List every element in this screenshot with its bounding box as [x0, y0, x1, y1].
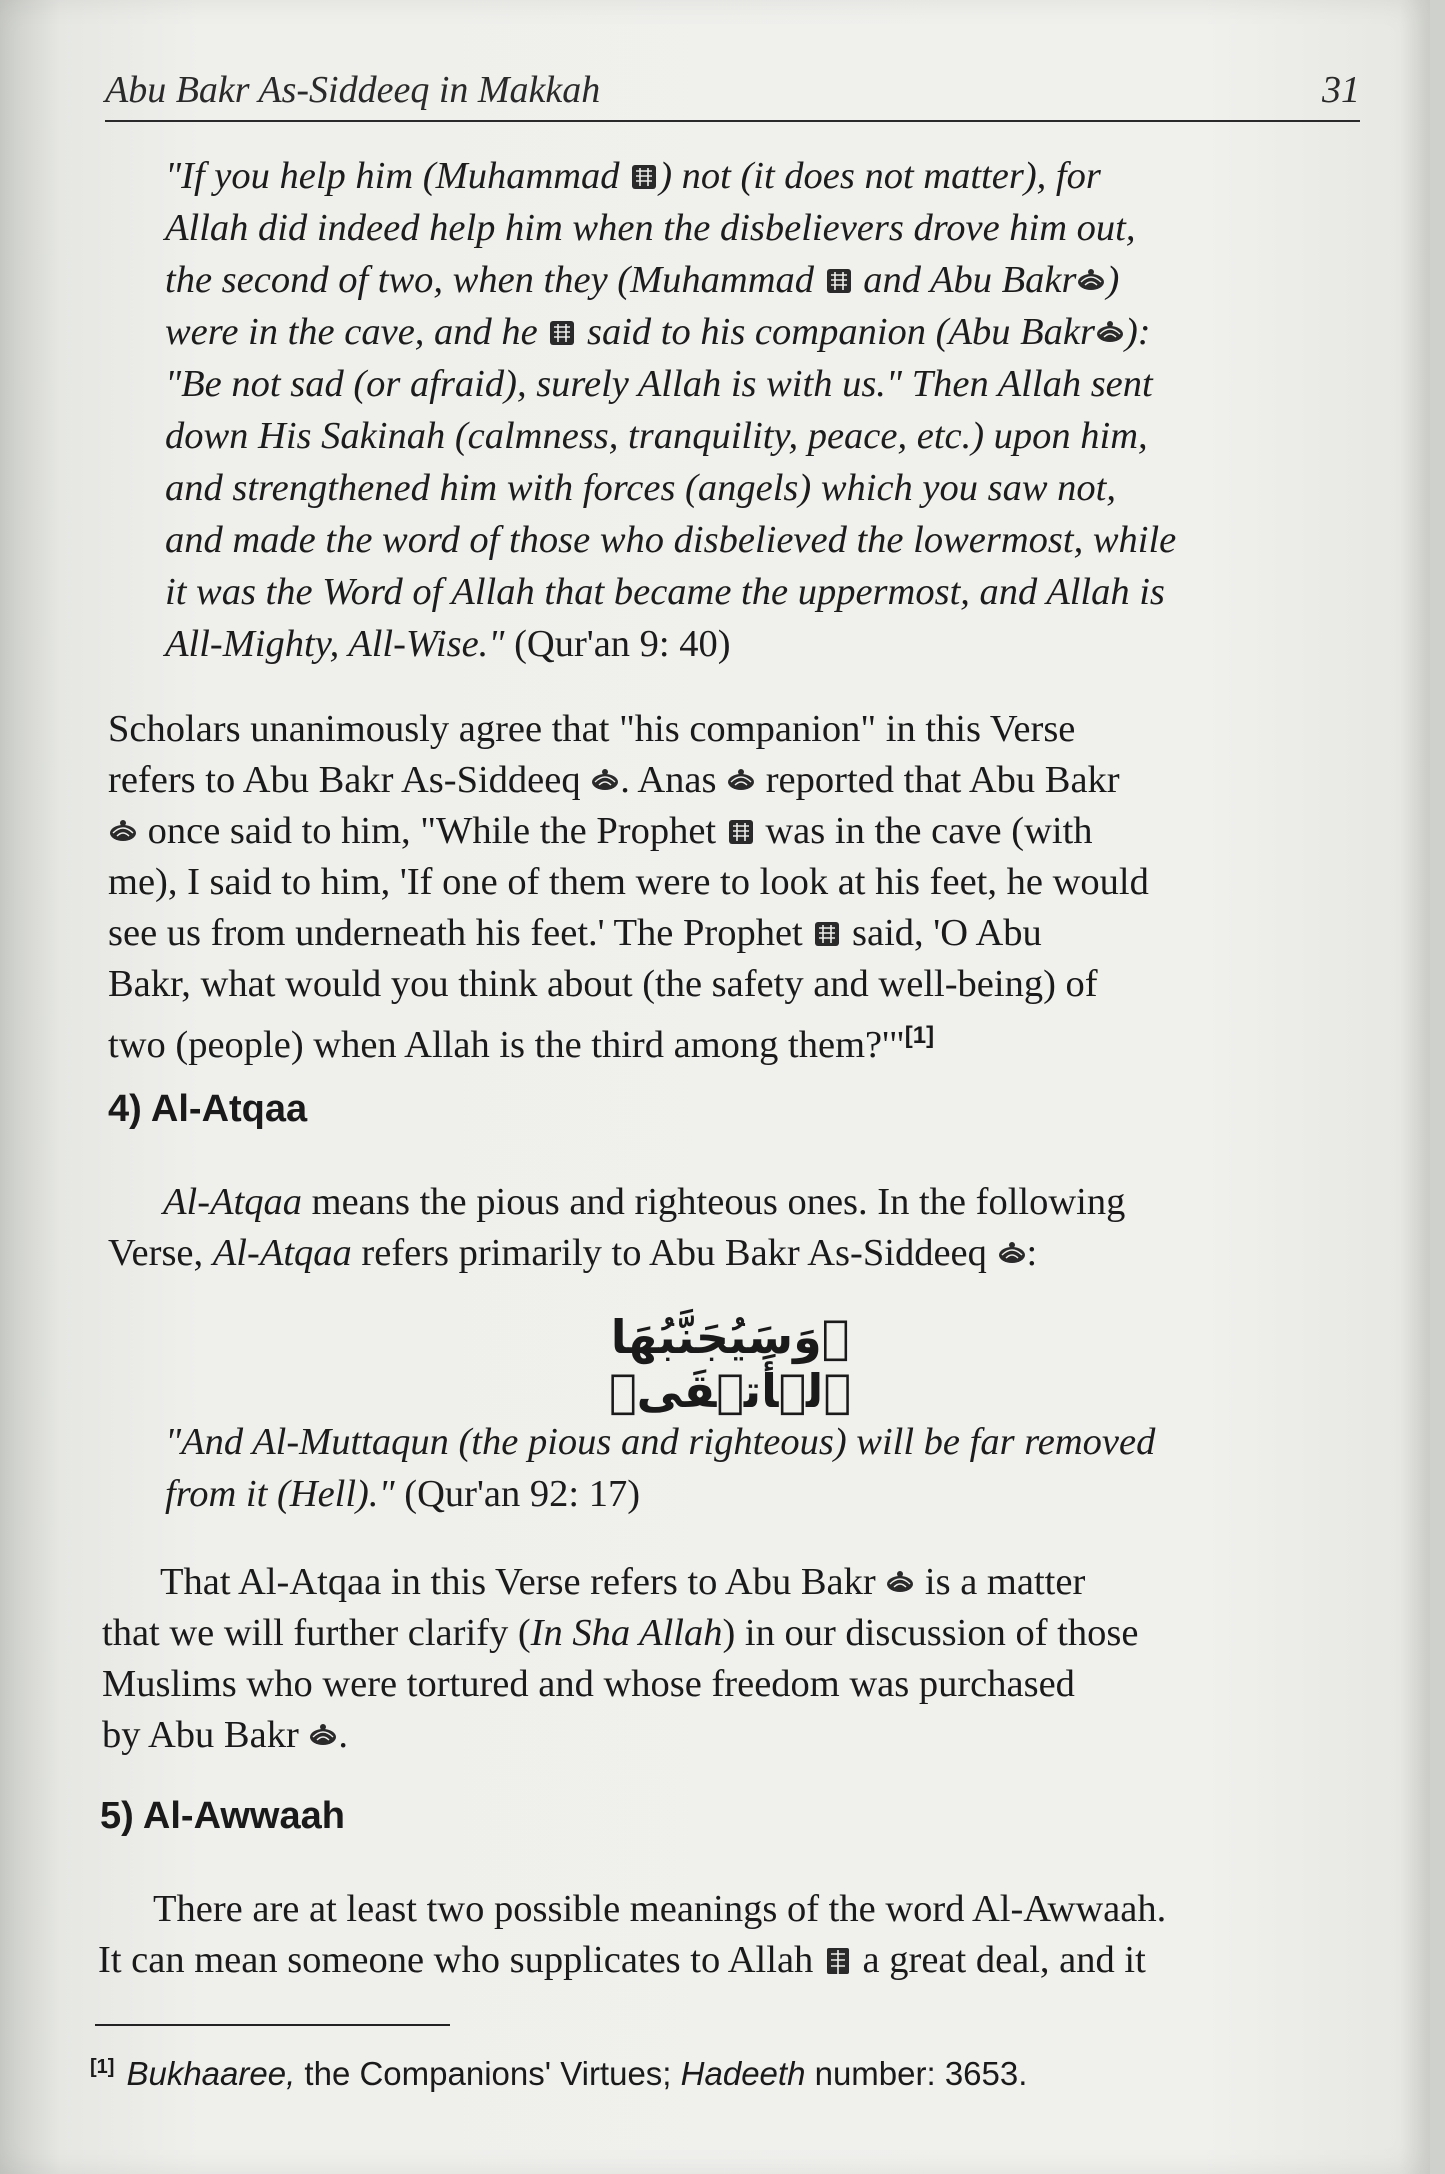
- quote-text: "If you help him (Muhammad: [165, 155, 630, 197]
- quote-text: Allah did indeed help him when the disbelievers drove him out,: [165, 207, 1136, 249]
- footnote-term: Hadeeth: [680, 2055, 806, 2092]
- paragraph-text: by Abu Bakr: [102, 1714, 309, 1756]
- paragraph-text: .: [338, 1714, 349, 1756]
- quote-text: and Abu Bakr: [853, 259, 1077, 301]
- page-header: [105, 62, 1360, 122]
- quote-text: the second of two, when they (Muhammad: [165, 259, 824, 301]
- radiallahu-icon: [1076, 266, 1106, 296]
- paragraph-text: see us from underneath his feet.' The Prophet: [108, 912, 813, 954]
- paragraph-text: refers to Abu Bakr As-Siddeeq: [108, 759, 591, 801]
- salutation-icon: [629, 162, 659, 192]
- footnote-reference[interactable]: [1]: [904, 1022, 935, 1049]
- subhanahu-icon: [823, 1946, 853, 1976]
- paragraph-companion: [108, 704, 1358, 1071]
- radiallahu-icon: [997, 1239, 1027, 1269]
- footnote-divider: [95, 2024, 450, 2026]
- paragraph-text: ) in our discussion of those: [722, 1612, 1139, 1654]
- quote-text: ) not (it does not matter), for: [659, 155, 1101, 197]
- italic-term: In Sha Allah: [530, 1612, 723, 1654]
- paragraph-text: means the pious and righteous ones. In the following: [302, 1181, 1126, 1223]
- quote-text: ):: [1124, 311, 1151, 353]
- quran-reference: (Qur'an 92: 17): [404, 1473, 641, 1515]
- paragraph-text: Verse,: [108, 1232, 213, 1274]
- salutation-icon: [726, 817, 756, 847]
- paragraph-text: a great deal, and it: [852, 1939, 1146, 1981]
- quote-text: All-Mighty, All-Wise.": [165, 623, 505, 665]
- footnote: [90, 2055, 1027, 2093]
- arabic-verse: ﴿وَسَيُجَنَّبُهَا ٱلۡأَتۡقَى﴾: [609, 1310, 851, 1418]
- quote-text: ): [1106, 259, 1120, 301]
- paragraph-text: reported that Abu Bakr: [756, 759, 1120, 801]
- radiallahu-icon: [885, 1568, 915, 1598]
- footnote-source: Bukhaaree,: [126, 2055, 296, 2092]
- quote-text: down His Sakinah (calmness, tranquility, peace, etc.) upon him,: [165, 415, 1148, 457]
- paragraph-clarify: [102, 1557, 1352, 1761]
- paragraph-text: That Al-Atqaa in this Verse refers to Abu Bakr: [160, 1561, 886, 1603]
- quote-text: "And Al-Muttaqun (the pious and righteous) will be far removed: [165, 1421, 1156, 1463]
- quote-text: it was the Word of Allah that became the uppermost, and Allah is: [165, 571, 1165, 613]
- footnote-text: number: 3653.: [805, 2055, 1028, 2092]
- paragraph-text: me), I said to him, 'If one of them were to look at his feet, he would: [108, 861, 1149, 903]
- quote-text: said to his companion (Abu Bakr: [577, 311, 1095, 353]
- quran-quote-9-40: [165, 150, 1340, 670]
- radiallahu-icon: [308, 1721, 338, 1751]
- paragraph-text: It can mean someone who supplicates to Allah: [98, 1939, 823, 1981]
- footnote-text: the Companions' Virtues;: [295, 2055, 681, 2092]
- radiallahu-icon: [590, 766, 620, 796]
- paragraph-text: once said to him, "While the Prophet: [138, 810, 726, 852]
- quote-text: and strengthened him with forces (angels) which you saw not,: [165, 467, 1116, 509]
- radiallahu-icon: [726, 766, 756, 796]
- quran-reference: (Qur'an 9: 40): [514, 623, 731, 665]
- running-title: Abu Bakr As-Siddeeq in Makkah: [105, 69, 601, 111]
- paragraph-text: Scholars unanimously agree that "his companion" in this Verse: [108, 708, 1076, 750]
- italic-term: Al-Atqaa: [163, 1181, 302, 1223]
- radiallahu-icon: [108, 817, 138, 847]
- italic-term: Al-Atqaa: [212, 1232, 352, 1274]
- footnote-mark: [1]: [90, 2056, 115, 2078]
- quote-text: "Be not sad (or afraid), surely Allah is with us." Then Allah sent: [165, 363, 1153, 405]
- salutation-icon: [812, 919, 842, 949]
- paragraph-text: . Anas: [620, 759, 727, 801]
- quote-text: and made the word of those who disbelieved the lowermost, while: [165, 519, 1177, 561]
- quote-text: from it (Hell).": [165, 1473, 395, 1515]
- paragraph-al-atqaa: [108, 1177, 1358, 1279]
- paragraph-text: :: [1026, 1232, 1038, 1274]
- section-heading-al-awwaah: 5) Al-Awwaah: [100, 1795, 345, 1837]
- paragraph-text: refers primarily to Abu Bakr As-Siddeeq: [351, 1232, 997, 1274]
- paragraph-text: There are at least two possible meanings of the word Al-Awwaah.: [153, 1888, 1167, 1930]
- paragraph-text: Bakr, what would you think about (the safety and well-being) of: [108, 963, 1098, 1005]
- paragraph-text: was in the cave (with: [755, 810, 1093, 852]
- paragraph-al-awwaah: [98, 1884, 1348, 1986]
- quran-quote-92-17: [165, 1416, 1340, 1520]
- paragraph-text: that we will further clarify (: [102, 1612, 531, 1654]
- section-heading-al-atqaa: 4) Al-Atqaa: [108, 1088, 308, 1130]
- salutation-icon: [824, 266, 854, 296]
- paragraph-text: Muslims who were tortured and whose freedom was purchased: [102, 1663, 1075, 1705]
- salutation-icon: [547, 318, 577, 348]
- quote-text: were in the cave, and he: [165, 311, 548, 353]
- paragraph-text: is a matter: [915, 1561, 1086, 1603]
- paragraph-text: two (people) when Allah is the third among them?'": [108, 1023, 905, 1066]
- radiallahu-icon: [1095, 318, 1125, 348]
- page-number: 31: [1322, 69, 1360, 111]
- paragraph-text: said, 'O Abu: [842, 912, 1042, 954]
